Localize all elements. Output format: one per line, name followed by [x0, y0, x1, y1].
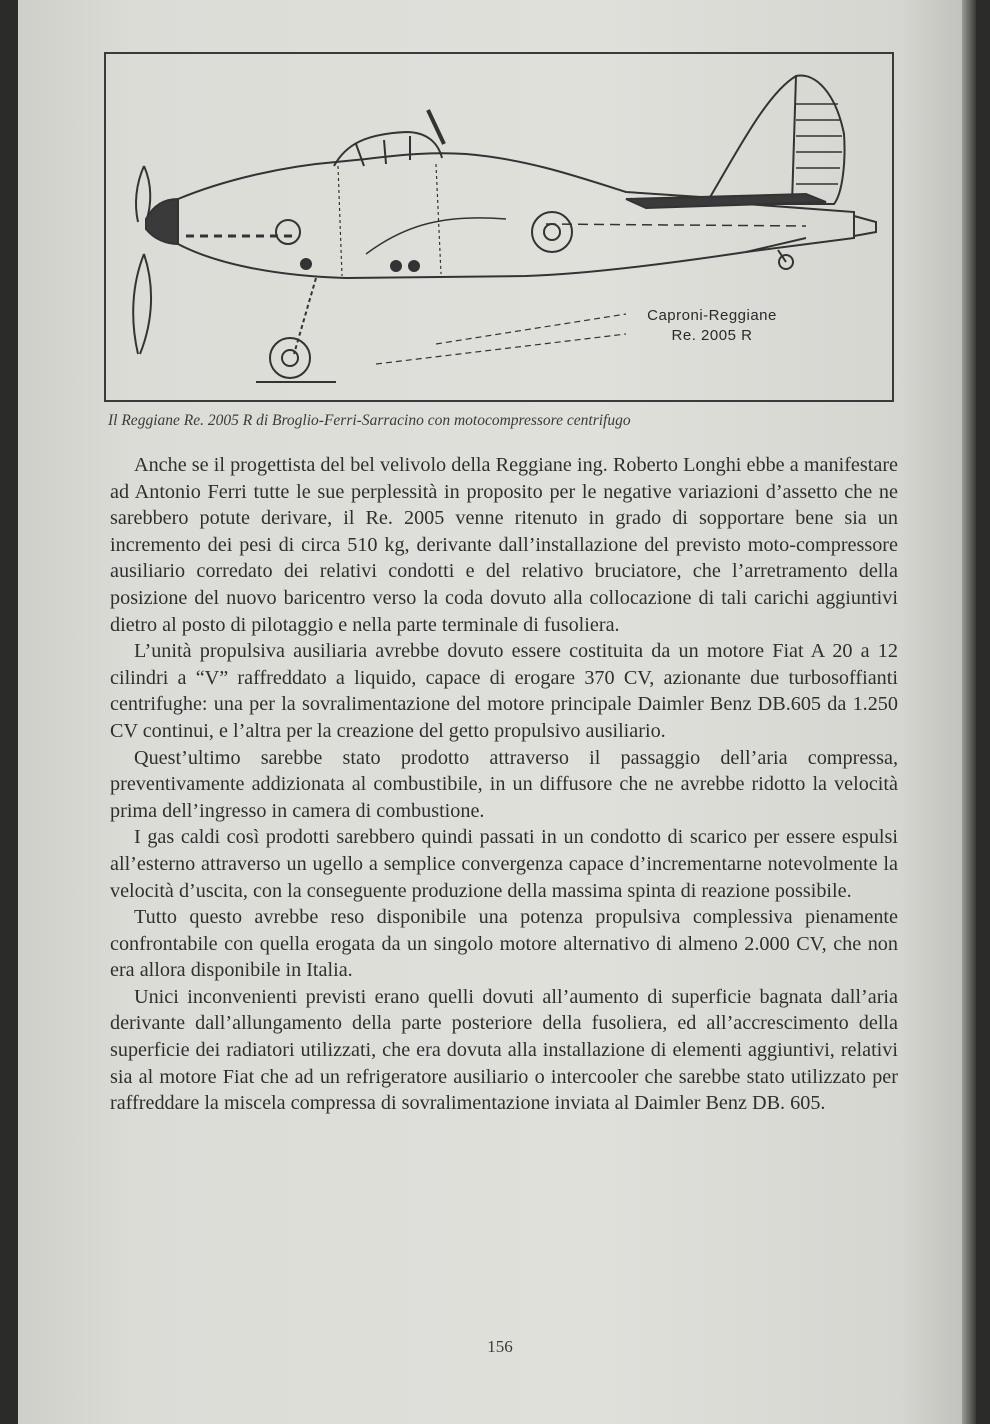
aircraft-label-name: Caproni-Reggiane [647, 307, 777, 324]
aircraft-drawing [106, 54, 892, 400]
figure-caption: Il Reggiane Re. 2005 R di Broglio-Ferri-Sarracino con motocompressore centrifugo [108, 412, 631, 429]
page-edge-shadow [962, 0, 976, 1424]
body-text [110, 452, 898, 1117]
paragraph: Unici inconvenienti previsti erano quelli dovuti all’aumento di superficie bagnata dall’aria derivante dall’allungamento della parte posteriore della fusoliera, ed all’accrescimento della superficie dei radiatori utilizzati, che era dovuta alla installazione di elementi aggiuntivi, relativi sia al motore Fiat che ad un refrigeratore ausiliario o intercooler che sarebbe stato utilizzato per raffreddare la miscela compressa di sovralimentazione inviata al Daimler Benz DB. 605. [110, 985, 898, 1115]
paragraph: I gas caldi così prodotti sarebbero quindi passati in un condotto di scarico per essere espulsi all’esterno attraverso un ugello a semplice convergenza capace d’incrementarne notevolmente la velocità d’uscita, con la conseguente produzione della massima spinta di reazione possibile. [110, 826, 898, 902]
paragraph: L’unità propulsiva ausiliaria avrebbe dovuto essere costituita da un motore Fiat A 20 a 12 cilindri a “V” raffreddato a liquido, capace di erogare 370 CV, azionante due turbosoffianti centrifughe: una per la sovralimentazione del motore principale Daimler Benz DB.605 da 1.250 CV continui, e l’altra per la creazione del getto propulsivo ausiliario. [110, 640, 898, 742]
aircraft-label-model: Re. 2005 R [671, 327, 753, 344]
aircraft-label [632, 306, 792, 346]
page-number: 156 [487, 1337, 513, 1356]
paragraph: Anche se il progettista del bel velivolo della Reggiane ing. Roberto Longhi ebbe a manifestare ad Antonio Ferri tutte le sue perplessità in proposito per le negative variazioni d’assetto che ne sarebbero potute derivare, il Re. 2005 venne ritenuto in grado di sopportare bene sia un incremento dei pesi di circa 510 kg, derivante dall’installazione del previsto moto-compressore ausiliario corredato dei relativi condotti e del relativo bruciatore, che l’arretramento della posizione del nuovo baricentro verso la coda dovuto alla collocazione di tali carichi aggiuntivi dietro al posto di pilotaggio e nella parte terminale di fusoliera. [110, 454, 898, 636]
book-page [18, 0, 976, 1424]
paragraph: Tutto questo avrebbe reso disponibile una potenza propulsiva complessiva pienamente confrontabile con quella erogata da un singolo motore alternativo di almeno 2.000 CV, che non era allora disponibile in Italia. [110, 906, 898, 982]
aircraft-figure [104, 52, 894, 402]
paragraph: Quest’ultimo sarebbe stato prodotto attraverso il passaggio dell’aria compressa, preventivamente addizionata al combustibile, in un diffusore che ne avrebbe ridotto la velocità prima dell’ingresso in camera di combustione. [110, 746, 898, 822]
